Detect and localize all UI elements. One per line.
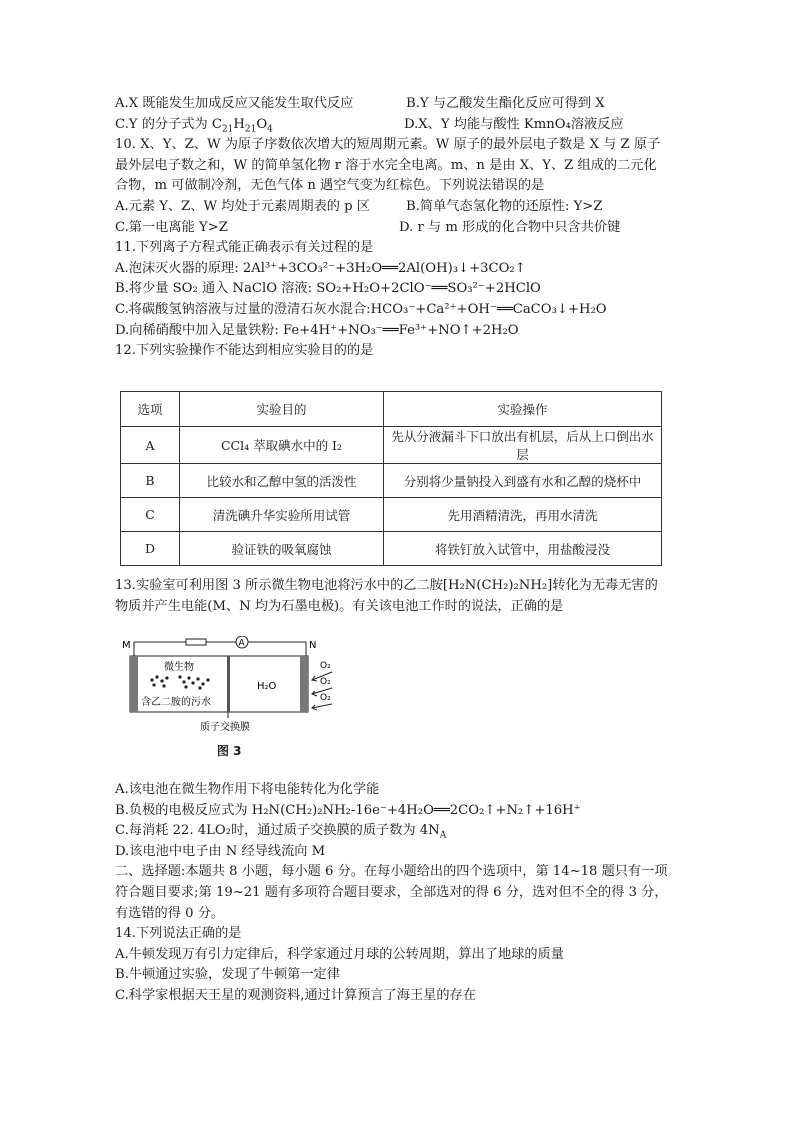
q9-options-row1	[115, 94, 690, 115]
table-cell: 将铁钉放入试管中，用盐酸浸没	[384, 532, 662, 566]
q9-option-b: B.Y 与乙酸发生酯化反应可得到 X	[406, 96, 605, 111]
q13-stem-2: 物质并产生电能(M、N 均为石墨电极)。有关该电池工作时的说法，正确的是	[115, 598, 564, 614]
table-row	[121, 464, 662, 498]
q13-stem	[115, 576, 690, 617]
section2-intro-3: 有选错的得 0 分。	[115, 905, 225, 921]
q10-options-row1	[115, 197, 690, 218]
q10-option-d: D. r 与 m 形成的化合物中只含共价键	[399, 219, 621, 235]
electrode-m-label: M	[122, 640, 131, 651]
table-cell: D	[121, 532, 180, 566]
q13-option-b: B.负极的电极反应式为 H₂N(CH₂)₂NH₂-16e⁻+4H₂O══2CO₂↑+N₂↑+16H⁺	[115, 802, 581, 818]
ammeter-label: A	[238, 638, 245, 649]
electrode-m	[130, 656, 138, 712]
table-cell: B	[121, 464, 180, 498]
electrode-n-label: N	[309, 640, 317, 651]
q13-stem-1: 13.实验室可利用图 3 所示微生物电池将污水中的乙二胺[H₂N(CH₂)₂NH₂]转化为无毒无害的	[115, 578, 658, 593]
proton-exchange-membrane	[227, 656, 230, 712]
table-cell: 先从分液漏斗下口放出有机层，后从上口倒出水层	[384, 427, 662, 464]
section2-intro-2: 符合题目要求;第 19~21 题有多项符合题目要求，全部选对的得 6 分，选对但不全的得 3 分，	[115, 884, 668, 900]
q13-option-c: C.每消耗 22. 4LO₂时，通过质子交换膜的质子数为 $4N_A$	[115, 823, 447, 841]
resistor	[186, 639, 206, 645]
question-page-bottom	[115, 780, 690, 1007]
q14-option-a: A.牛顿发现万有引力定律后，科学家通过月球的公转周期，算出了地球的质量	[115, 946, 564, 962]
q10-options-row2	[115, 218, 690, 239]
q11-option-c: C.将碳酸氢钠溶液与过量的澄清石灰水混合:HCO₃⁻+Ca²⁺+OH⁻══CaCO₃↓+H₂O	[115, 301, 607, 317]
o2-label: O₂	[320, 677, 331, 687]
membrane-label: 质子交换膜	[200, 722, 250, 733]
q11-option-b: B.将少量 SO₂ 通入 NaClO 溶液: SO₂+H₂O+2ClO⁻══SO₃²⁻+2HClO	[115, 281, 541, 297]
o2-label: O₂	[320, 661, 331, 671]
q12-stem: 12.下列实验操作不能达到相应实验目的的是	[115, 343, 374, 359]
o2-label: O₂	[320, 693, 331, 703]
q9-option-c: C.Y 的分子式为 $C_{21}H_{21}O_4$	[115, 116, 273, 135]
table-header-cell: 实验操作	[384, 392, 662, 427]
experiment-table	[120, 391, 662, 566]
battery-diagram	[120, 636, 350, 756]
table-cell: A	[121, 427, 180, 464]
q14-option-c: C.科学家根据天王星的观测资料,通过计算预言了海王星的存在	[115, 987, 476, 1003]
table-cell: CCl₄ 萃取碘水中的 I₂	[180, 427, 384, 464]
q11-option-d: D.向稀硝酸中加入足量铁粉: Fe+4H⁺+NO₃⁻══Fe³⁺+NO↑+2H₂O	[115, 322, 519, 338]
table-cell: 清洗碘升华实验所用试管	[180, 498, 384, 532]
table-header-row	[121, 392, 662, 427]
q14-option-b: B.牛顿通过实验，发现了牛顿第一定律	[115, 967, 340, 983]
q11-option-a: A.泡沫灭火器的原理: 2Al³⁺+3CO₃²⁻+3H₂O══2Al(OH)₃↓+3CO₂↑	[115, 260, 526, 276]
q10-stem-2: 最外层电子数之和，W 的简单氢化物 r 溶于水完全电离。m、n 是由 X、Y、Z 组成的二元化	[115, 157, 657, 173]
water-label: H₂O	[257, 681, 277, 692]
q10-stem-3: 合物，m 可做制冷剂，无色气体 n 遇空气变为红棕色。下列说法错误的是	[115, 178, 545, 194]
q11-stem: 11.下列离子方程式能正确表示有关过程的是	[115, 240, 374, 256]
table-cell: 分别将少量钠投入到盛有水和乙醇的烧杯中	[384, 464, 662, 498]
figure-caption: 图 3	[217, 744, 242, 758]
table-row	[121, 427, 662, 464]
q9-options-row2	[115, 115, 690, 136]
table-cell: C	[121, 498, 180, 532]
q13-option-a: A.该电池在微生物作用下将电能转化为化学能	[115, 782, 380, 797]
q9-option-a: A.X 既能发生加成反应又能发生取代反应	[115, 96, 354, 111]
table-row	[121, 532, 662, 566]
sewage-label: 含乙二胺的污水	[141, 697, 211, 708]
section2-intro-1: 二、选择题:本题共 8 小题，每小题 6 分。在每小题给出的四个选项中，第 14~18 题只有一项	[115, 864, 668, 880]
table-cell: 比较水和乙醇中氢的活泼性	[180, 464, 384, 498]
q10-option-c: C.第一电离能 Y>Z	[115, 219, 228, 235]
table-cell: 先用酒精清洗，再用水清洗	[384, 498, 662, 532]
table-header-cell: 选项	[121, 392, 180, 427]
q10-option-b: B.简单气态氢化物的还原性: Y>Z	[406, 198, 603, 214]
q14-stem: 14.下列说法正确的是	[115, 926, 242, 942]
q13-option-d: D.该电池中电子由 N 经导线流向 M	[115, 843, 326, 859]
table-cell: 验证铁的吸氧腐蚀	[180, 532, 384, 566]
table-header-cell: 实验目的	[180, 392, 384, 427]
q10-option-a: A.元素 Y、Z、W 均处于元素周期表的 p 区	[115, 198, 370, 214]
q10-stem-1: 10. X、Y、Z、W 为原子序数依次增大的短周期元素。W 原子的最外层电子数是 X 与 Z 原子	[115, 137, 661, 153]
microbe-label: 微生物	[164, 662, 194, 673]
electrode-n	[300, 656, 308, 712]
question-page-top	[115, 94, 690, 362]
table-row	[121, 498, 662, 532]
q9-option-d: D.X、Y 均能与酸性 KmnO₄溶液反应	[404, 116, 624, 132]
